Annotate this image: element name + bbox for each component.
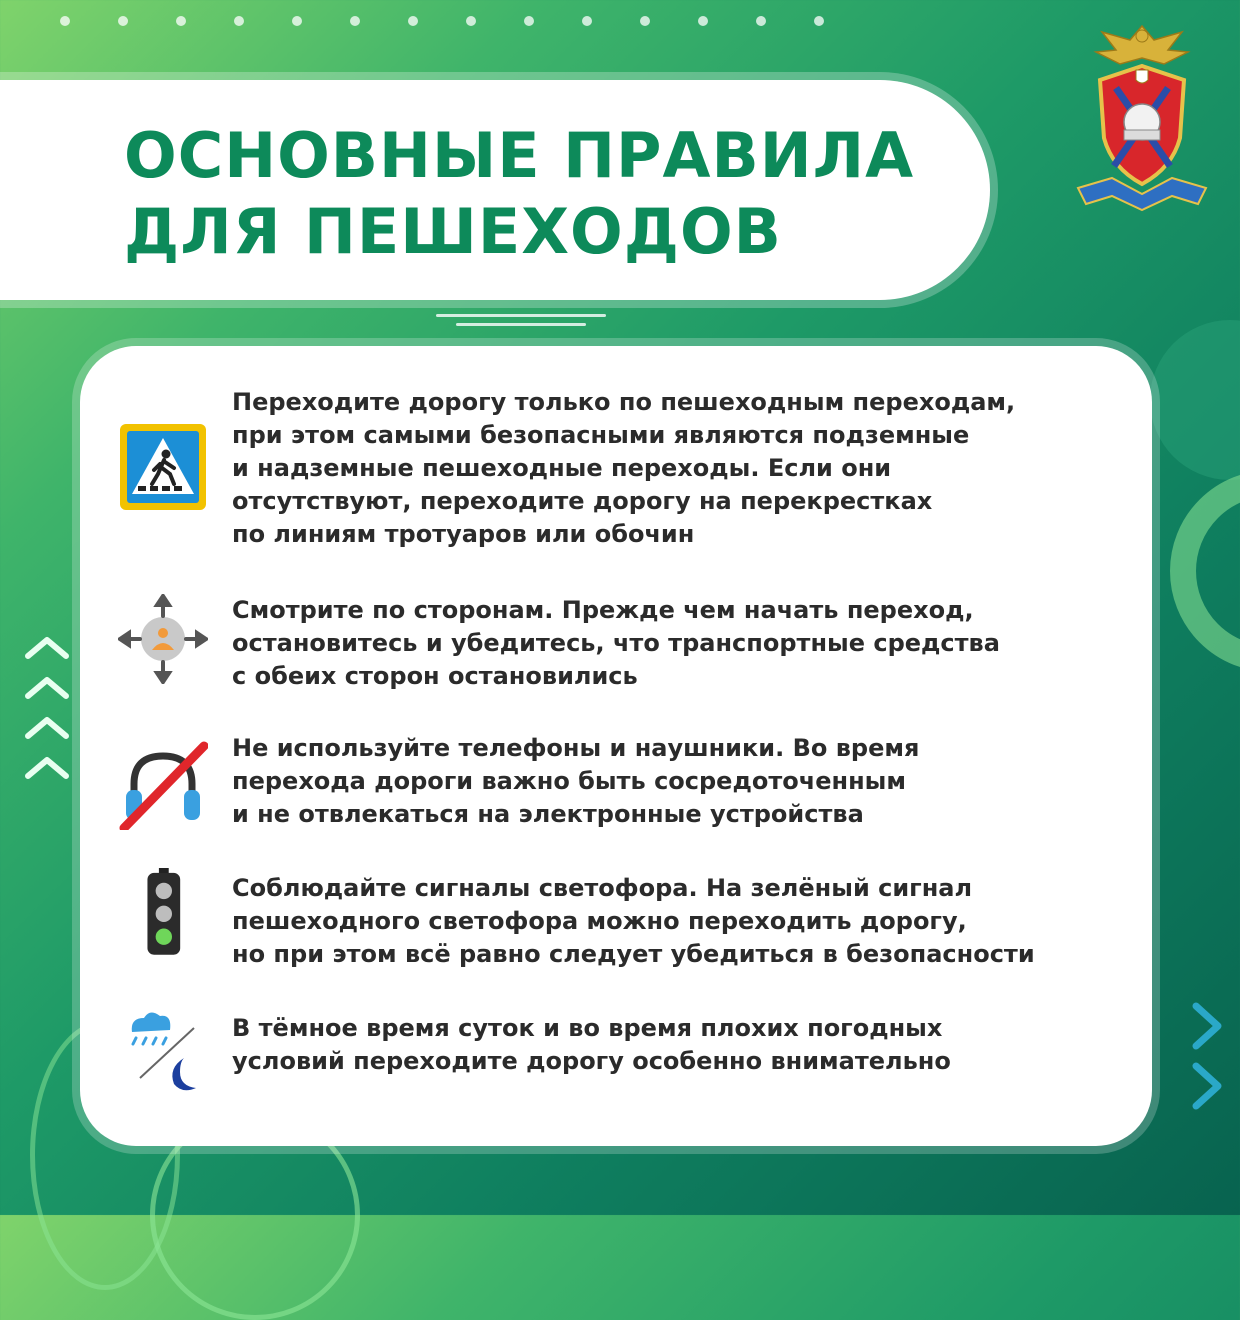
decorative-blob (1150, 320, 1240, 480)
rain-and-night-icon (118, 1006, 208, 1096)
no-headphones-icon (118, 740, 208, 830)
top-dots-decoration (60, 16, 824, 26)
rules-card (80, 346, 1152, 1146)
header-underline-decoration (436, 314, 606, 332)
traffic-light-icon (118, 868, 208, 958)
rule-text: Смотрите по сторонам. Прежде чем начать переход, остановитесь и убедитесь, что транспортные средства с обеих сторон остановились (232, 596, 1000, 690)
police-emblem-icon (1072, 18, 1212, 218)
rule-text: Не используйте телефоны и наушники. Во время перехода дороги важно быть сосредоточенным и не отвлекаться на электронные устройства (232, 734, 920, 828)
title-line-2: ДЛЯ ПЕШЕХОДОВ (124, 195, 782, 268)
look-around-arrows-icon (118, 594, 208, 684)
chevron-up-stack-icon (22, 630, 72, 790)
chevron-right-stack-icon (1188, 1000, 1228, 1120)
rule-text: Соблюдайте сигналы светофора. На зелёный сигнал пешеходного светофора можно переходить дорогу, но при этом всё равно следует убедиться в безопасности (232, 874, 1035, 968)
rule-text: Переходите дорогу только по пешеходным переходам, при этом самыми безопасными являются подземные и надземные пешеходные переходы. Если они отсутствуют, переходите дорогу на перекрестках по линиям тротуаров или обочин (232, 388, 1016, 548)
title-line-1: ОСНОВНЫЕ ПРАВИЛА (124, 119, 915, 192)
pedestrian-crossing-sign-icon (118, 422, 208, 512)
decorative-ring (1170, 470, 1240, 672)
rule-text: В тёмное время суток и во время плохих погодных условий переходите дорогу особенно внимательно (232, 1014, 951, 1075)
page-title (124, 118, 984, 270)
